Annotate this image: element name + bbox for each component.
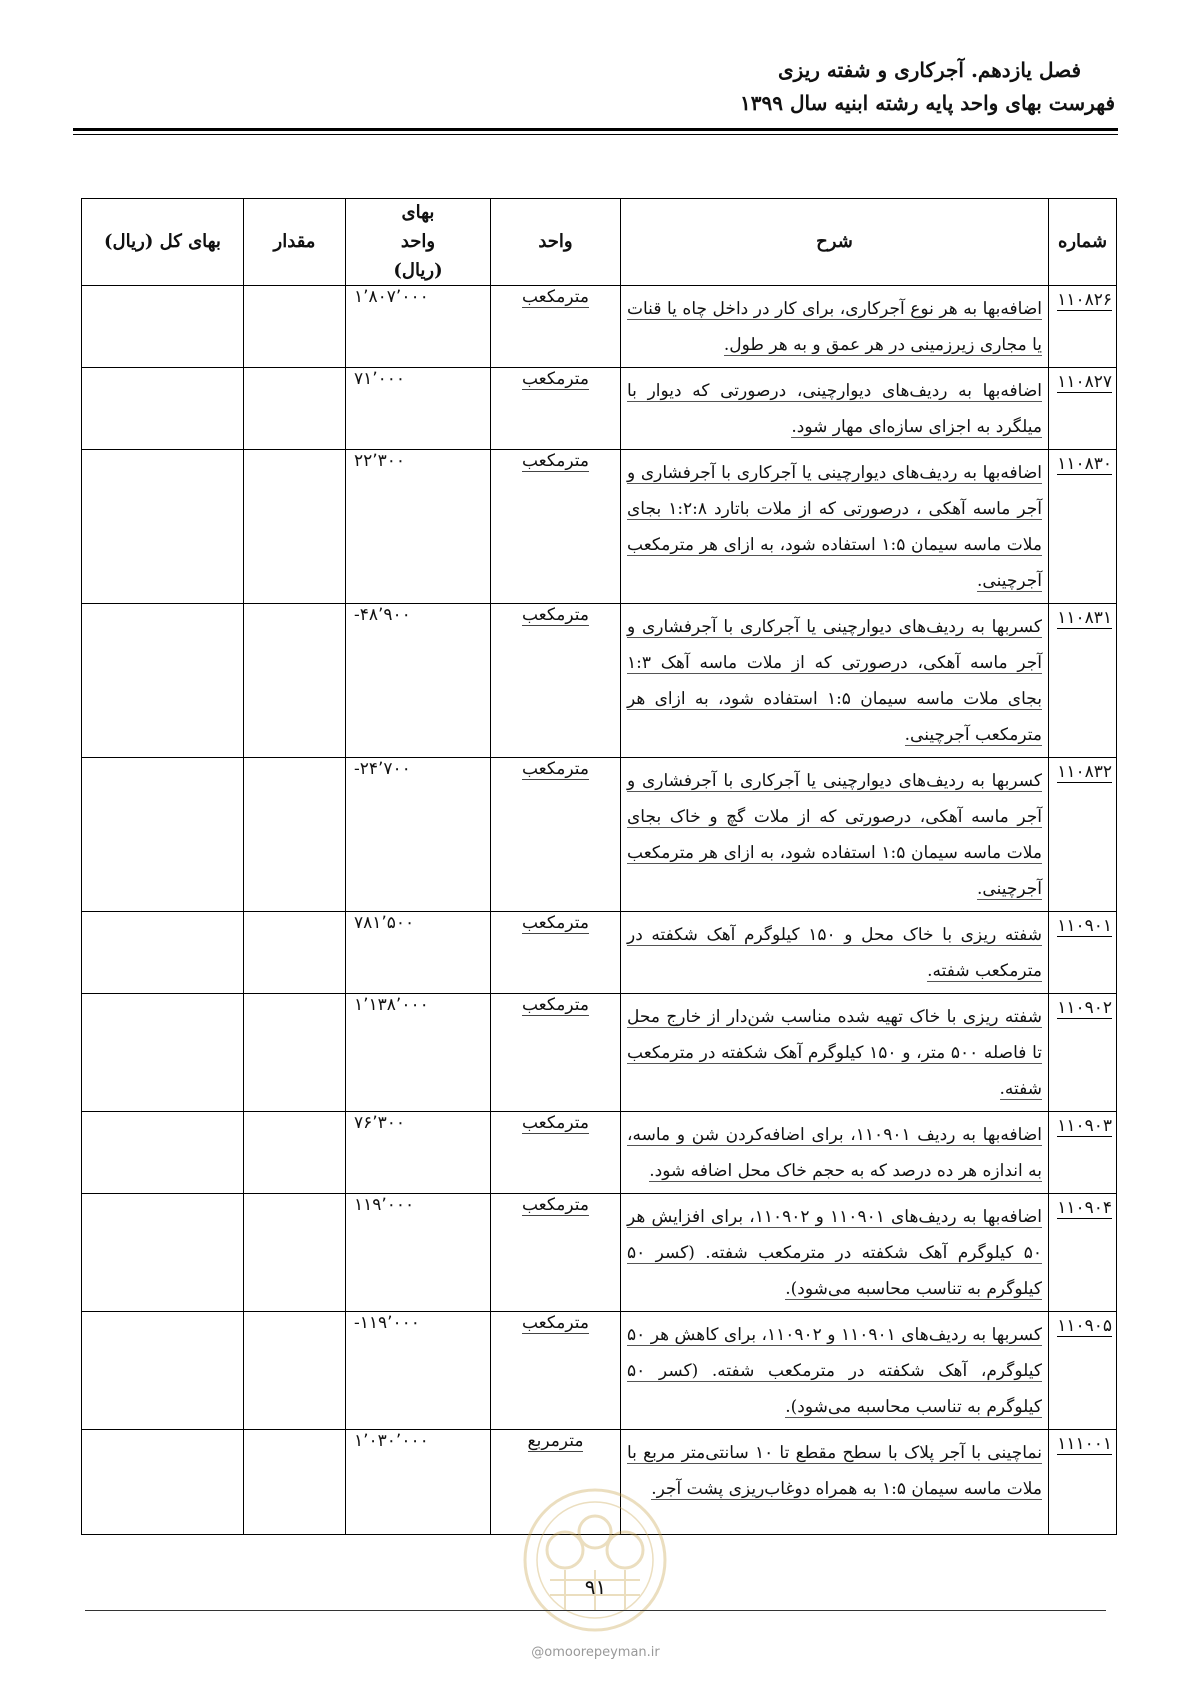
table-row — [82, 758, 1117, 912]
row-unit — [491, 758, 621, 912]
row-total — [82, 758, 244, 912]
table-row — [82, 368, 1117, 450]
row-number-text: ۱۱۰۹۰۲ — [1057, 998, 1112, 1019]
row-unit-text: مترمکعب — [521, 369, 589, 390]
row-unit-price: ۱٬۰۳۰٬۰۰۰ — [346, 1430, 491, 1535]
row-unit — [491, 286, 621, 368]
row-quantity — [244, 912, 346, 994]
row-unit-price: ۱٬۱۳۸٬۰۰۰ — [346, 994, 491, 1112]
table-row — [82, 1430, 1117, 1535]
row-total — [82, 1430, 244, 1535]
row-quantity — [244, 1430, 346, 1535]
table-row — [82, 286, 1117, 368]
row-number-text: ۱۱۰۹۰۵ — [1057, 1316, 1112, 1337]
row-description-text: اضافه‌بها به ردیف‌های دیوارچینی یا آجرکاری با آجرفشاری و آجر ماسه آهکی ، درصورتی که از ملات باتارد ۱:۲:۸ بجای ملات ماسه سیمان ۱:۵ استفاده شود، به ازای هر مترمکعب آجرچینی. — [627, 463, 1042, 592]
row-unit-price: -۱۱۹٬۰۰۰ — [346, 1312, 491, 1430]
page-number: ۹۱ — [584, 1575, 607, 1599]
row-description-text: شفته ریزی با خاک محل و ۱۵۰ کیلوگرم آهک شکفته در مترمکعب شفته. — [627, 925, 1042, 982]
row-description-text: شفته ریزی با خاک تهیه شده مناسب شن‌دار از خارج محل تا فاصله ۵۰۰ متر، و ۱۵۰ کیلوگرم آهک شکفته در مترمکعب شفته. — [627, 1007, 1042, 1100]
row-unit-price: ۷۱٬۰۰۰ — [346, 368, 491, 450]
row-number — [1049, 758, 1117, 912]
row-number — [1049, 1112, 1117, 1194]
table-row — [82, 1112, 1117, 1194]
row-number-text: ۱۱۰۸۲۶ — [1057, 290, 1112, 311]
row-description-text: کسربها به ردیف‌های ۱۱۰۹۰۱ و ۱۱۰۹۰۲، برای کاهش هر ۵۰ کیلوگرم، آهک شکفته در مترمکعب شفته. (کسر ۵۰ کیلوگرم به تناسب محاسبه می‌شود). — [627, 1325, 1042, 1418]
col-header-quantity: مقدار — [244, 199, 346, 286]
row-description-text: کسربها به ردیف‌های دیوارچینی یا آجرکاری با آجرفشاری و آجر ماسه آهکی، درصورتی که از ملات ماسه آهک ۱:۳ بجای ملات ماسه سیمان ۱:۵ استفاده شود، به ازای هر مترمکعب آجرچینی. — [627, 617, 1042, 746]
website-watermark: @omoorepeyman.ir — [531, 1645, 660, 1660]
row-quantity — [244, 1112, 346, 1194]
row-description-text: اضافه‌بها به ردیف‌های ۱۱۰۹۰۱ و ۱۱۰۹۰۲، برای افزایش هر ۵۰ کیلوگرم آهک شکفته در مترمکعب شفته. (کسر ۵۰ کیلوگرم به تناسب محاسبه می‌شود). — [627, 1207, 1042, 1300]
row-unit-text: مترمکعب — [521, 1113, 589, 1134]
row-total — [82, 1112, 244, 1194]
row-unit-price: ۱٬۸۰۷٬۰۰۰ — [346, 286, 491, 368]
header-rule-thick — [73, 128, 1118, 131]
row-unit-text: مترمکعب — [521, 759, 589, 780]
table-row — [82, 450, 1117, 604]
row-unit — [491, 368, 621, 450]
table-header-row — [82, 199, 1117, 286]
row-unit-text: مترمکعب — [521, 451, 589, 472]
row-total — [82, 1194, 244, 1312]
row-number — [1049, 1312, 1117, 1430]
row-description — [621, 1194, 1049, 1312]
row-number-text: ۱۱۰۸۲۷ — [1057, 372, 1112, 393]
row-unit-text: مترمکعب — [521, 913, 589, 934]
row-unit-text: مترمکعب — [521, 995, 589, 1016]
row-unit — [491, 912, 621, 994]
row-unit-price: -۲۴٬۷۰۰ — [346, 758, 491, 912]
row-description — [621, 286, 1049, 368]
row-total — [82, 450, 244, 604]
row-unit-price: ۱۱۹٬۰۰۰ — [346, 1194, 491, 1312]
row-number — [1049, 450, 1117, 604]
row-number — [1049, 1430, 1117, 1535]
table-row — [82, 1194, 1117, 1312]
row-unit — [491, 450, 621, 604]
row-description-text: اضافه‌بها به هر نوع آجرکاری، برای کار در داخل چاه یا قنات یا مجاری زیرزمینی در هر عمق و به هر طول. — [627, 299, 1042, 356]
row-quantity — [244, 604, 346, 758]
col-header-total-price: بهای کل (ریال) — [82, 199, 244, 286]
chapter-title: فصل یازدهم. آجرکاری و شفته ریزی — [778, 58, 1081, 82]
row-description — [621, 1312, 1049, 1430]
row-description-text: اضافه‌بها به ردیف‌های دیوارچینی، درصورتی که دیوار با میلگرد به اجزای سازه‌ای مهار شود. — [627, 381, 1042, 438]
row-total — [82, 368, 244, 450]
row-total — [82, 604, 244, 758]
row-description-text: نماچینی با آجر پلاک با سطح مقطع تا ۱۰ سانتی‌متر مربع با ملات ماسه سیمان ۱:۵ به همراه دوغاب‌ریزی پشت آجر. — [627, 1443, 1042, 1500]
table-row — [82, 912, 1117, 994]
row-number-text: ۱۱۰۹۰۱ — [1057, 916, 1112, 937]
row-quantity — [244, 450, 346, 604]
row-number — [1049, 604, 1117, 758]
col-header-unit-price: بهای واحد (ریال) — [346, 199, 491, 286]
row-unit — [491, 994, 621, 1112]
row-unit — [491, 1430, 621, 1535]
row-description — [621, 1430, 1049, 1535]
row-number — [1049, 912, 1117, 994]
row-unit-text: مترمکعب — [521, 605, 589, 626]
page-header — [0, 0, 1191, 140]
row-unit-text: مترمکعب — [521, 1195, 589, 1216]
price-table — [81, 198, 1117, 1535]
col-header-description: شرح — [621, 199, 1049, 286]
row-description — [621, 994, 1049, 1112]
row-number-text: ۱۱۰۸۳۲ — [1057, 762, 1112, 783]
row-total — [82, 286, 244, 368]
row-quantity — [244, 1312, 346, 1430]
row-unit-text: مترمربع — [527, 1431, 584, 1452]
row-description — [621, 912, 1049, 994]
row-unit — [491, 1312, 621, 1430]
row-number — [1049, 368, 1117, 450]
table-row — [82, 604, 1117, 758]
row-quantity — [244, 368, 346, 450]
header-rule-thin — [73, 134, 1118, 135]
row-total — [82, 912, 244, 994]
footer-rule — [85, 1610, 1106, 1611]
col-header-unit: واحد — [491, 199, 621, 286]
col-header-number: شماره — [1049, 199, 1117, 286]
row-number — [1049, 994, 1117, 1112]
table-row — [82, 1312, 1117, 1430]
row-unit-price: ۷۸۱٬۵۰۰ — [346, 912, 491, 994]
row-quantity — [244, 286, 346, 368]
row-description — [621, 758, 1049, 912]
row-unit-price: ۷۶٬۳۰۰ — [346, 1112, 491, 1194]
list-title: فهرست بهای واحد پایه رشته ابنیه سال ۱۳۹۹ — [740, 91, 1115, 115]
row-unit-price: ۲۲٬۳۰۰ — [346, 450, 491, 604]
row-total — [82, 1312, 244, 1430]
row-description-text: کسربها به ردیف‌های دیوارچینی یا آجرکاری با آجرفشاری و آجر ماسه آهکی، درصورتی که از ملات گچ و خاک بجای ملات ماسه سیمان ۱:۵ استفاده شود، به ازای هر مترمکعب آجرچینی. — [627, 771, 1042, 900]
row-number-text: ۱۱۰۸۳۱ — [1057, 608, 1112, 629]
row-quantity — [244, 1194, 346, 1312]
row-quantity — [244, 994, 346, 1112]
row-unit-text: مترمکعب — [521, 1313, 589, 1334]
row-description — [621, 604, 1049, 758]
row-number — [1049, 286, 1117, 368]
row-unit-price: -۴۸٬۹۰۰ — [346, 604, 491, 758]
row-description — [621, 1112, 1049, 1194]
row-quantity — [244, 758, 346, 912]
row-unit-text: مترمکعب — [521, 287, 589, 308]
row-number-text: ۱۱۰۹۰۴ — [1057, 1198, 1112, 1219]
row-description — [621, 450, 1049, 604]
row-number — [1049, 1194, 1117, 1312]
row-number-text: ۱۱۰۸۳۰ — [1057, 454, 1112, 475]
table-body — [82, 286, 1117, 1535]
row-description — [621, 368, 1049, 450]
row-unit — [491, 1194, 621, 1312]
row-total — [82, 994, 244, 1112]
row-unit — [491, 1112, 621, 1194]
row-number-text: ۱۱۰۹۰۳ — [1057, 1116, 1112, 1137]
row-description-text: اضافه‌بها به ردیف ۱۱۰۹۰۱، برای اضافه‌کردن شن و ماسه، به اندازه هر ده درصد که به حجم خاک محل اضافه شود. — [627, 1125, 1042, 1182]
row-unit — [491, 604, 621, 758]
row-number-text: ۱۱۱۰۰۱ — [1057, 1434, 1112, 1455]
table-row — [82, 994, 1117, 1112]
